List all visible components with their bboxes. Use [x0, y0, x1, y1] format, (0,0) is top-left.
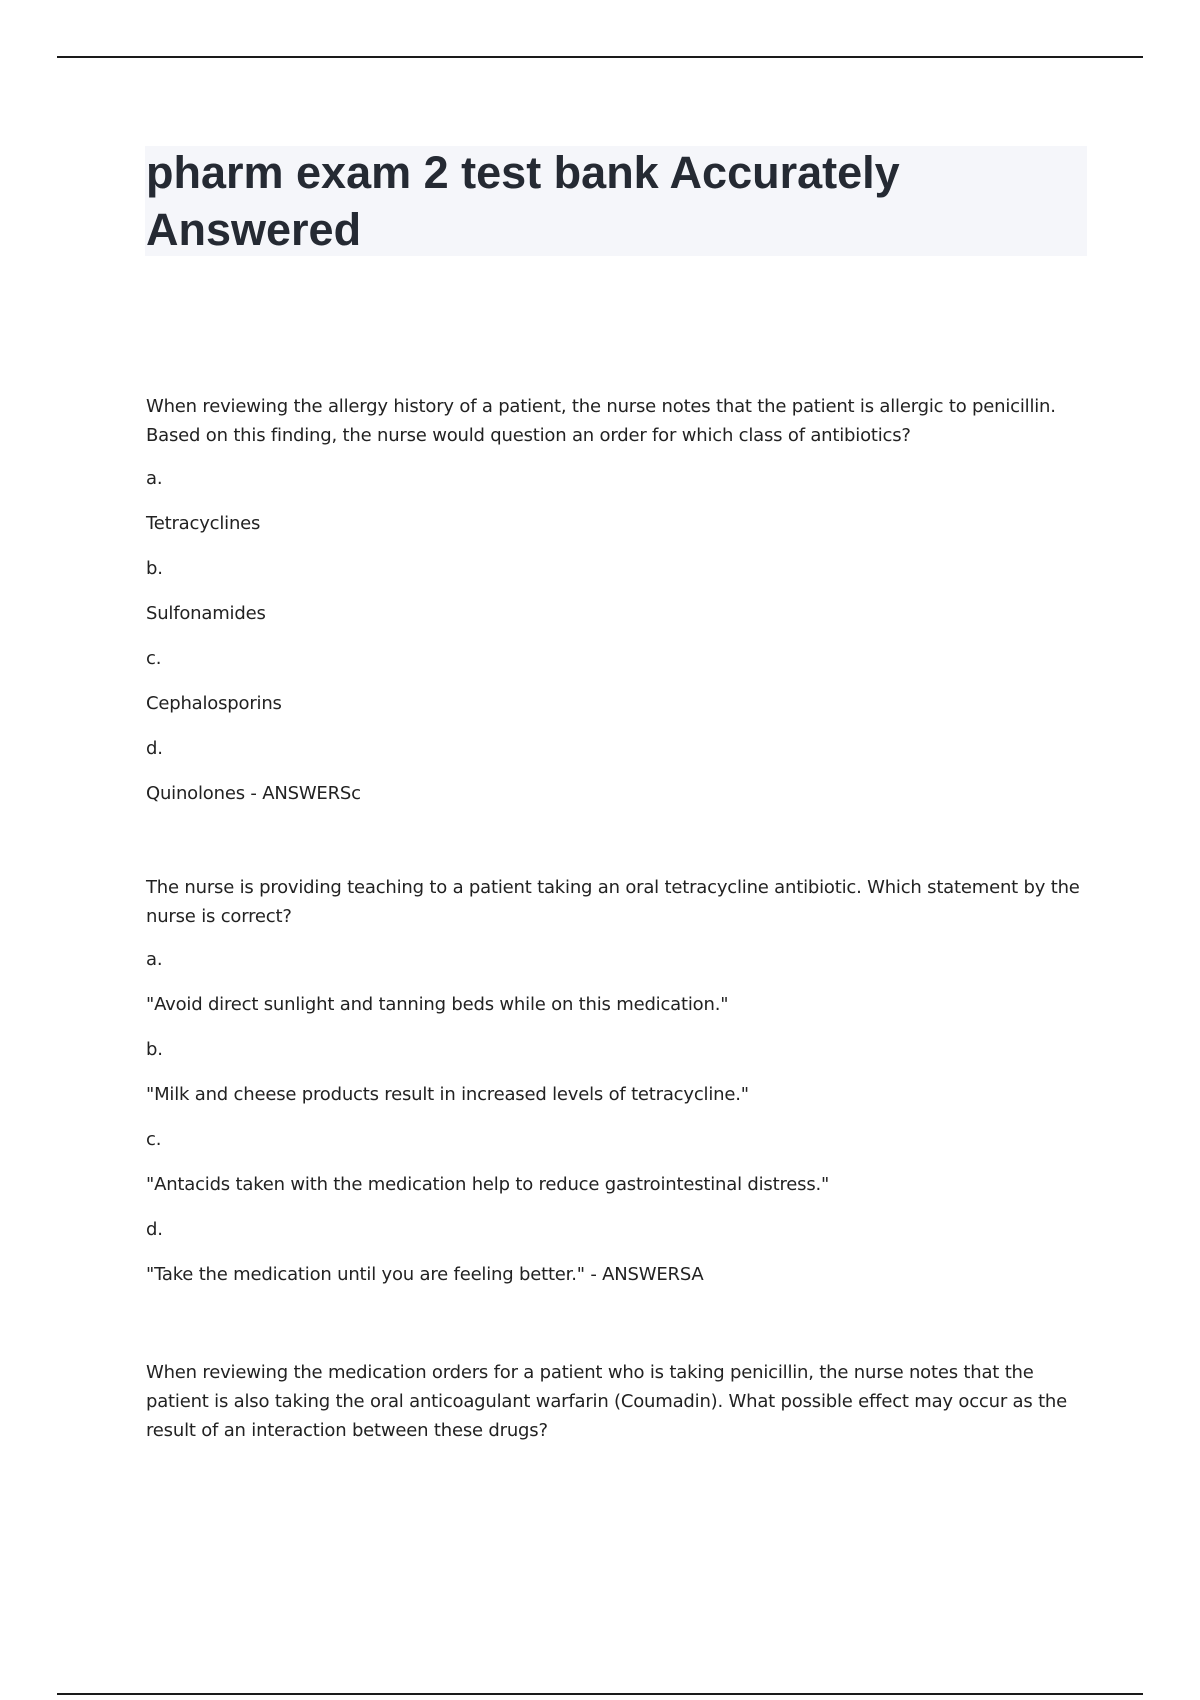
top-rule [57, 56, 1143, 58]
question-3 [146, 1358, 1096, 1445]
question-2-text: The nurse is providing teaching to a patient taking an oral tetracycline antibiotic. Which statement by the nurse is correct? [146, 877, 1080, 927]
question-1-option-b-text: Sulfonamides [146, 603, 266, 624]
question-3-text: When reviewing the medication orders for a patient who is taking penicillin, the nurse notes that the patient is also taking the oral anticoagulant warfarin (Coumadin). What possible effect may occur as the result of an interaction between these drugs? [146, 1362, 1068, 1441]
question-1-option-c-text: Cephalosporins [146, 693, 282, 714]
question-2-option-d-text: "Take the medication until you are feeling better." - ANSWERSA [146, 1264, 704, 1285]
question-2-option-b-letter: b. [146, 1039, 163, 1060]
question-1-option-d-letter: d. [146, 738, 163, 759]
document-title: pharm exam 2 test bank Accurately Answered [146, 147, 900, 255]
question-2 [146, 873, 1096, 1286]
bottom-rule [57, 1693, 1143, 1695]
question-1-option-a-text: Tetracyclines [146, 513, 261, 534]
question-2-option-b-text: "Milk and cheese products result in increased levels of tetracycline." [146, 1084, 749, 1105]
question-1-text: When reviewing the allergy history of a patient, the nurse notes that the patient is allergic to penicillin. Based on this finding, the nurse would question an order for which class of antibiotics? [146, 396, 1056, 446]
question-2-option-c-letter: c. [146, 1129, 162, 1150]
question-1-option-a-letter: a. [146, 468, 163, 489]
question-2-option-d-letter: d. [146, 1219, 163, 1240]
question-1-option-d-text: Quinolones - ANSWERSc [146, 783, 361, 804]
question-1-option-b-letter: b. [146, 558, 163, 579]
question-1 [146, 392, 1096, 805]
question-2-option-a-text: "Avoid direct sunlight and tanning beds while on this medication." [146, 994, 729, 1015]
question-2-option-c-text: "Antacids taken with the medication help to reduce gastrointestinal distress." [146, 1174, 830, 1195]
question-1-option-c-letter: c. [146, 648, 162, 669]
question-2-option-a-letter: a. [146, 949, 163, 970]
